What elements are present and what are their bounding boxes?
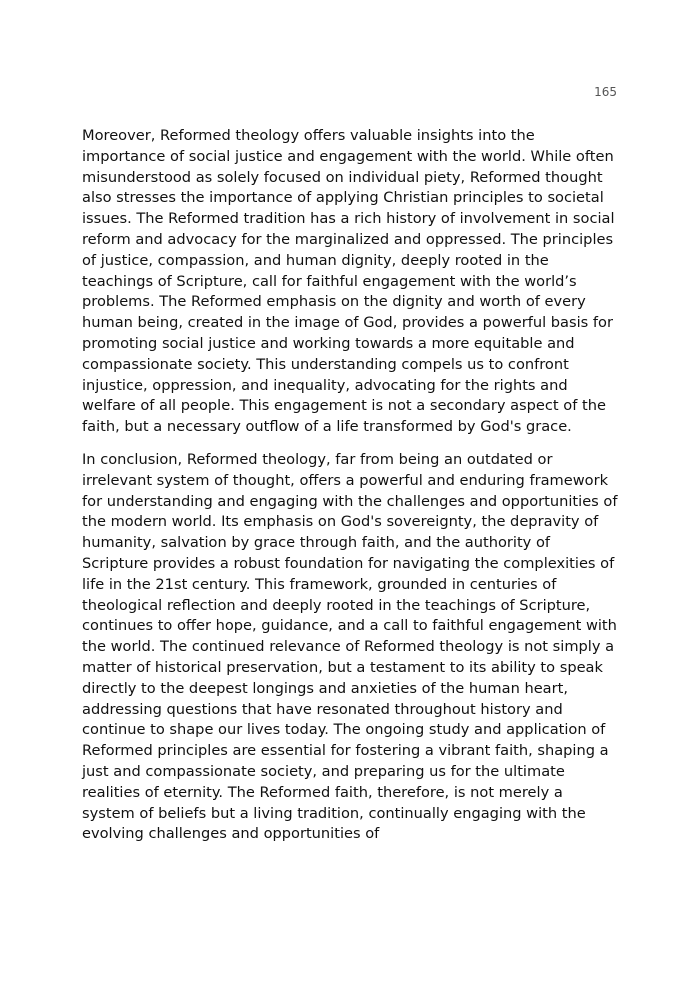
page-number: 165	[594, 85, 617, 99]
body-text	[82, 126, 618, 857]
paragraph-social-justice: Moreover, Reformed theology offers valuable insights into the importance of social justice and engagement with the world. While often misunderstood as solely focused on individual piety, Reformed thought also stresses the importance of applying Christian principles to societal issues. The Reformed tradition has a rich history of involvement in social reform and advocacy for the marginalized and oppressed. The principles of justice, compassion, and human dignity, deeply rooted in the teachings of Scripture, call for faithful engagement with the world’s problems. The Reformed emphasis on the dignity and worth of every human being, created in the image of God, provides a powerful basis for promoting social justice and working towards a more equitable and compassionate society. This understanding compels us to confront injustice, oppression, and inequality, advocating for the rights and welfare of all people. This engagement is not a secondary aspect of the faith, but a necessary outflow of a life transformed by God's grace.	[82, 127, 615, 436]
paragraph-conclusion: In conclusion, Reformed theology, far from being an outdated or irrelevant system of thought, offers a powerful and enduring framework for understanding and engaging with the challenges and opportunities of the modern world. Its emphasis on God's sovereignty, the depravity of humanity, salvation by grace through faith, and the authority of Scripture provides a robust foundation for navigating the complexities of life in the 21st century. This framework, grounded in centuries of theological reflection and deeply rooted in the teachings of Scripture, continues to offer hope, guidance, and a call to faithful engagement with the world. The continued relevance of Reformed theology is not simply a matter of historical preservation, but a testament to its ability to speak directly to the deepest longings and anxieties of the human heart, addressing questions that have resonated throughout history and continue to shape our lives today. The ongoing study and application of Reformed principles are essential for fostering a vibrant faith, shaping a just and compassionate society, and preparing us for the ultimate realities of eternity. The Reformed faith, therefore, is not merely a system of beliefs but a living tradition, continually engaging with the evolving challenges and opportunities of	[82, 450, 618, 843]
